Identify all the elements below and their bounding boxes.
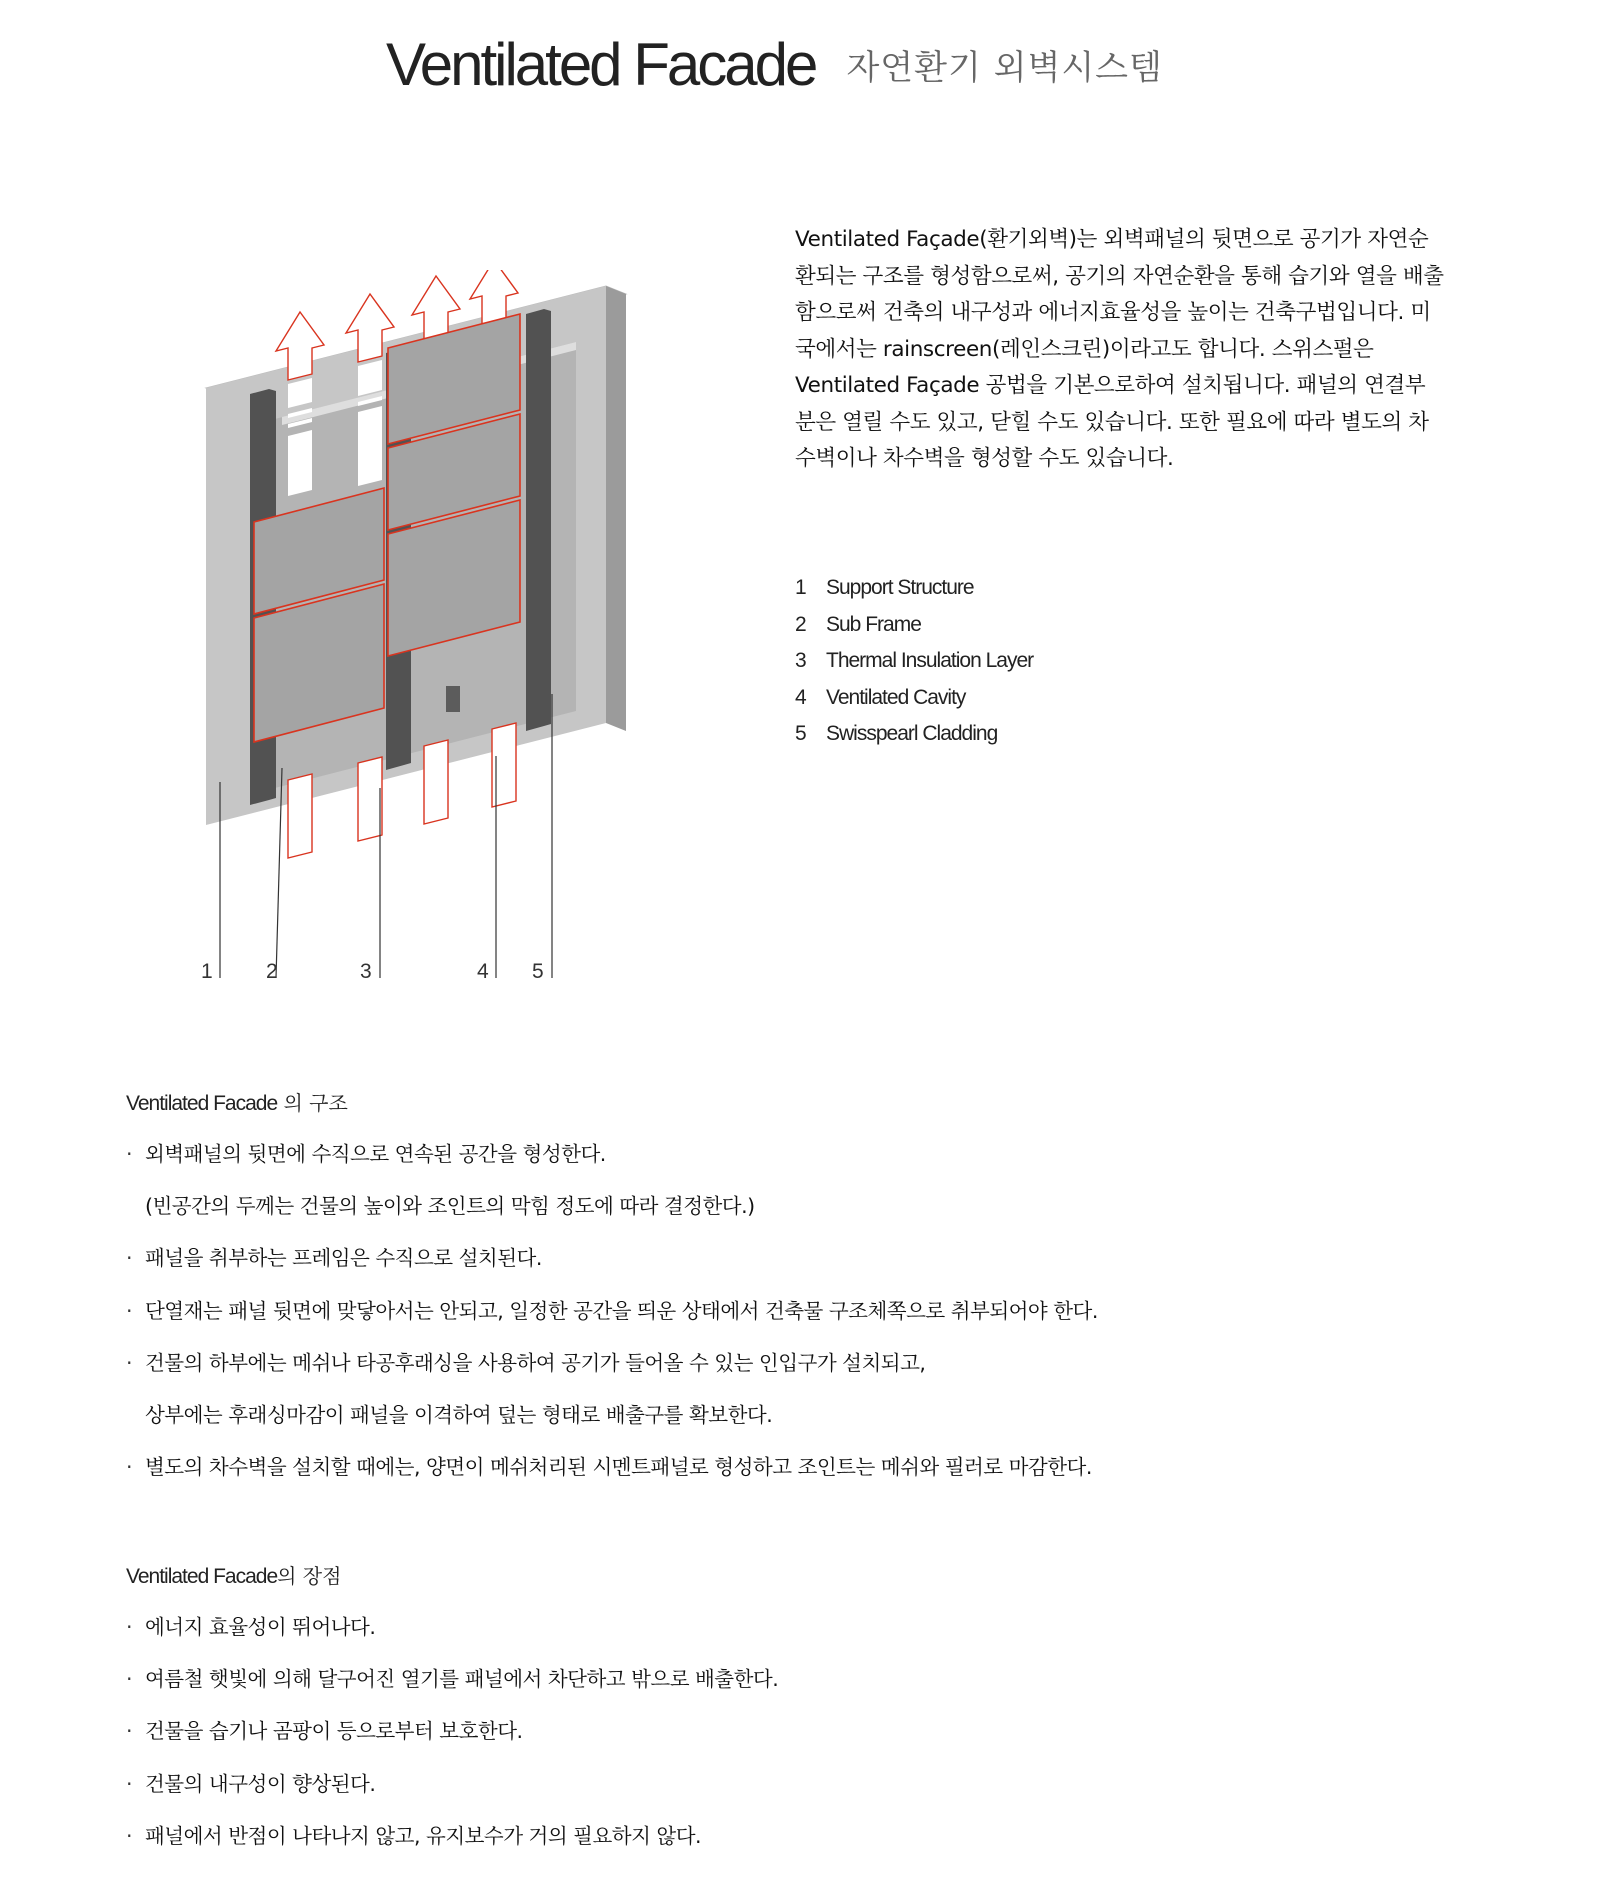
sub-frame-rail <box>544 309 551 726</box>
list-item: · 건물의 하부에는 메쉬나 타공후래싱을 사용하여 공기가 들어올 수 있는 인입구가 설치되고, <box>126 1350 926 1375</box>
benefits-list <box>126 1601 1526 1862</box>
callout-number: 3 <box>360 960 372 983</box>
title-korean: 자연환기 외벽시스템 <box>846 48 1163 88</box>
legend-item: 4 Ventilated Cavity <box>795 685 966 709</box>
structure-section <box>126 1085 1526 1493</box>
callout-number: 5 <box>532 960 544 983</box>
list-item: · 여름철 햇빛에 의해 달구어진 열기를 패널에서 차단하고 밖으로 배출한다. <box>126 1667 779 1692</box>
inlet-arrow <box>358 757 382 841</box>
callout-number: 2 <box>266 960 278 983</box>
legend-item: 2 Sub Frame <box>795 612 921 636</box>
intro-paragraph: Ventilated Façade(환기외벽)는 외벽패널의 뒷면으로 공기가 자연순환되는 구조를 형성함으로써, 공기의 자연순환을 통해 습기와 열을 배출함으로써 건축의 내구성과 에너지효율성을 높이는 건축구법입니다. 미국에서는 rainscreen(레인스크린)이라고도 합니다. 스위스펄은 Ventilated Façade 공법을 기본으로하여 설치됩니다. 패널의 연결부분은 열릴 수도 있고, 닫힐 수도 있습니다. 또한 필요에 따라 별도의 차수벽이나 차수벽을 형성할 수도 있습니다. <box>795 227 1444 471</box>
list-item: · 패널을 취부하는 프레임은 수직으로 설치된다. <box>126 1246 542 1271</box>
ventilated-facade-diagram <box>190 270 660 1000</box>
legend-list <box>795 570 1033 753</box>
list-item: · 건물의 내구성이 향상된다. <box>126 1771 376 1796</box>
structure-list <box>126 1128 1526 1493</box>
sub-frame-rail <box>526 309 544 731</box>
callout-number: 4 <box>477 960 489 983</box>
list-item: · 건물을 습기나 곰팡이 등으로부터 보호한다. <box>126 1719 523 1744</box>
inlet-arrow <box>424 740 448 824</box>
list-item: · 외벽패널의 뒷면에 수직으로 연속된 공간을 형성한다. <box>126 1142 606 1166</box>
list-item: · 에너지 효율성이 뛰어나다. <box>126 1615 376 1639</box>
page-title <box>386 30 1163 99</box>
list-item: · 패널에서 반점이 나타나지 않고, 유지보수가 거의 필요하지 않다. <box>126 1823 702 1848</box>
list-item: · 별도의 차수벽을 설치할 때에는, 양면이 메쉬처리된 시멘트패널로 형성하고 조인트는 메쉬와 필러로 마감한다. <box>126 1455 1092 1480</box>
bracket <box>446 686 460 712</box>
wall-right-face <box>606 286 626 731</box>
legend-item: 5 Swisspearl Cladding <box>795 722 998 746</box>
legend-item: 3 Thermal Insulation Layer <box>795 649 1034 673</box>
list-item: · 단열재는 패널 뒷면에 맞닿아서는 안되고, 일정한 공간을 띄운 상태에서 건축물 구조체쪽으로 취부되어야 한다. <box>126 1298 1098 1323</box>
callout-numbers <box>201 960 544 983</box>
benefits-heading: Ventilated Facade의 장점 <box>126 1564 342 1588</box>
list-item: 상부에는 후래싱마감이 패널을 이격하여 덮는 형태로 배출구를 확보한다. <box>145 1403 773 1428</box>
callout-number: 1 <box>201 960 213 983</box>
list-item: (빈공간의 두께는 건물의 높이와 조인트의 막힘 정도에 따라 결정한다.) <box>145 1194 755 1219</box>
benefits-section <box>126 1558 1526 1862</box>
inlet-arrow <box>288 774 312 858</box>
legend-item: 1 Support Structure <box>795 576 974 599</box>
structure-heading: Ventilated Facade 의 구조 <box>126 1091 348 1115</box>
title-english: Ventilated Facade <box>386 31 816 98</box>
